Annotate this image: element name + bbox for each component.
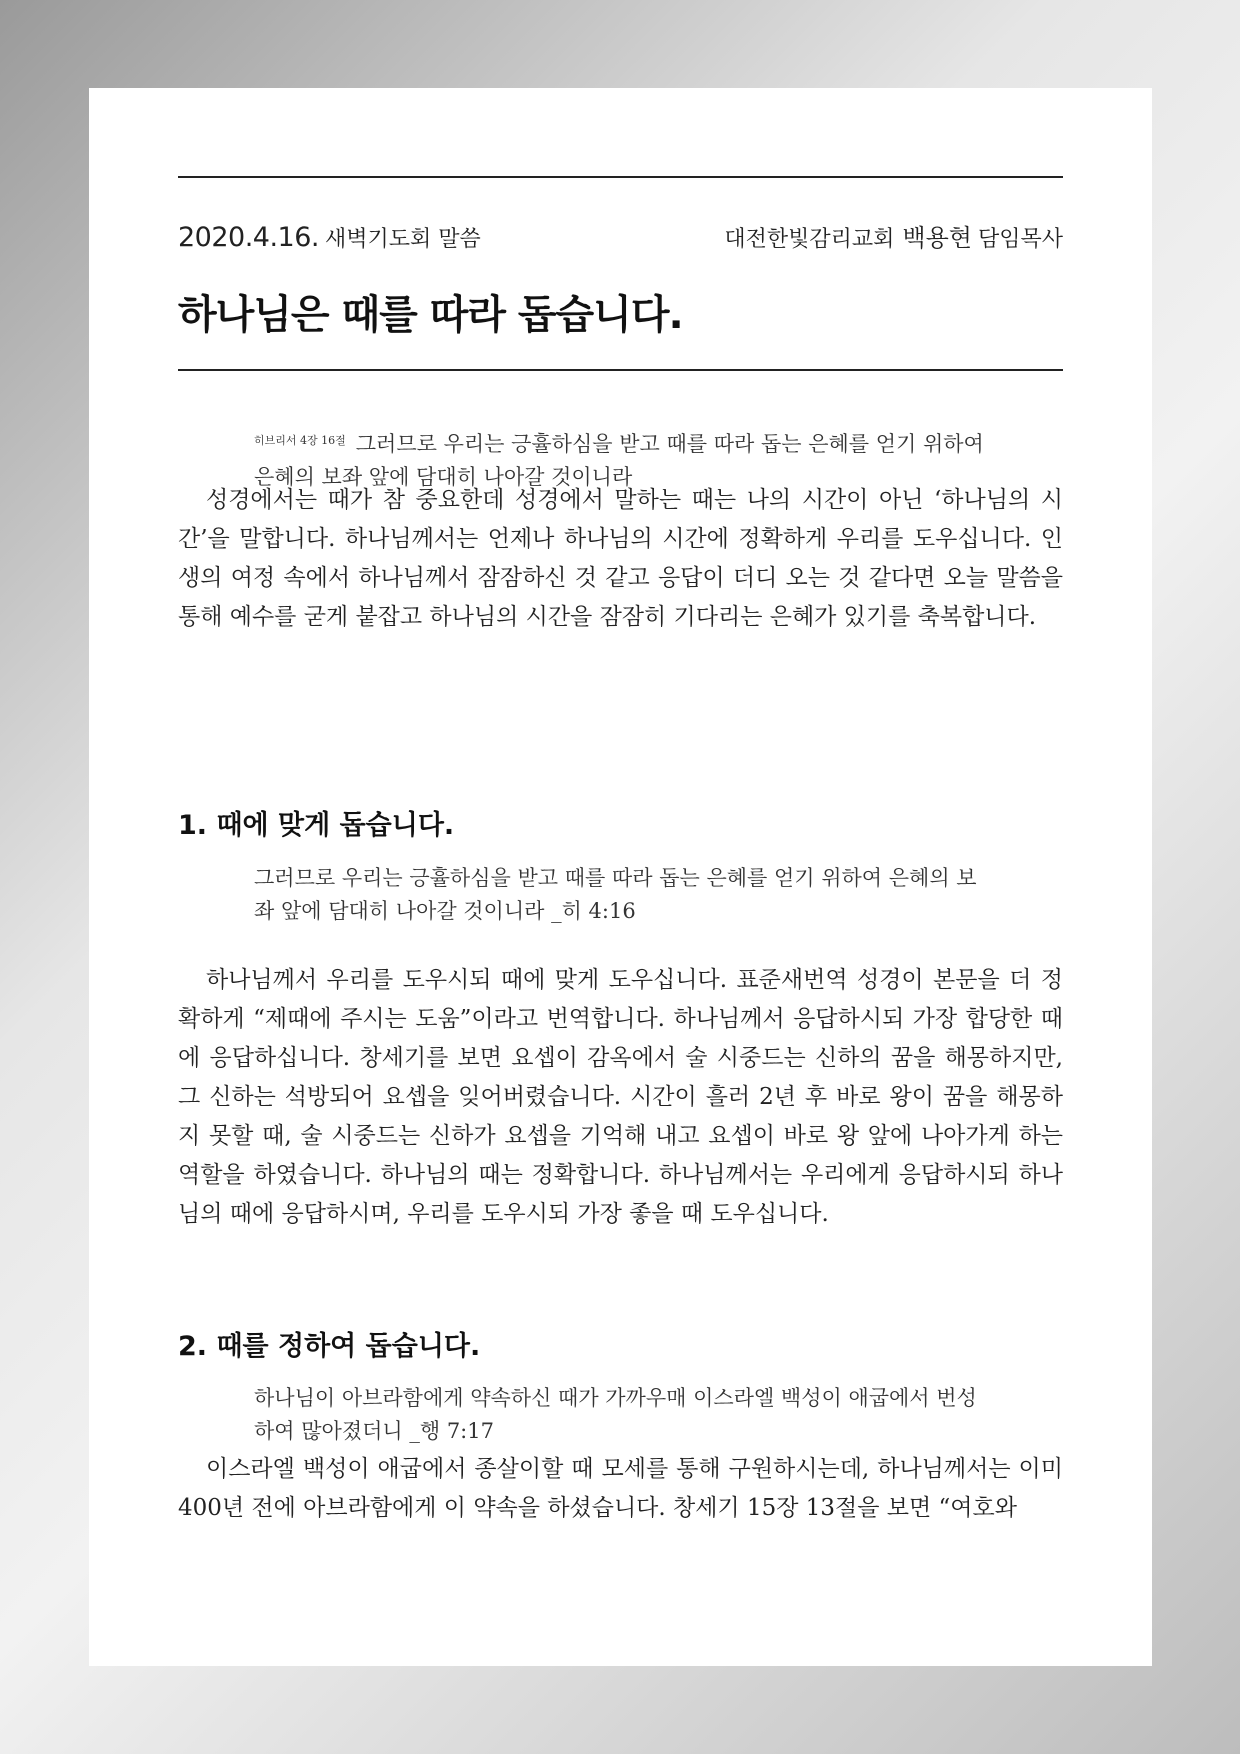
sermon-header <box>178 218 1063 253</box>
church-name: 대전한빛감리교회 <box>724 227 895 252</box>
service-name: 새벽기도회 말씀 <box>325 227 481 252</box>
section-2-verse: 하나님이 아브라함에게 약속하신 때가 가까우매 이스라엘 백성이 애굽에서 번성하여 많아졌더니 _행 7:17 <box>254 1386 977 1443</box>
section-1-body: 하나님께서 우리를 도우시되 때에 맞게 도우십니다. 표준새번역 성경이 본문을 더 정확하게 “제때에 주시는 도움”이라고 번역합니다. 하나님께서 응답하시되 가장 합당한 때에 응답하십니다. 창세기를 보면 요셉이 감옥에서 술 시중드는 신하의 꿈을 해몽하지만, 그 신하는 석방되어 요셉을 잊어버렸습니다. 시간이 흘러 2년 후 바로 왕이 꿈을 해몽하지 못할 때, 술 시중드는 신하가 요셉을 기억해 내고 요셉이 바로 왕 앞에 나아가게 하는 역할을 하였습니다. 하나님의 때는 정확합니다. 하나님께서는 우리에게 응답하시되 하나님의 때에 응답하시며, 우리를 도우시되 가장 좋을 때 도우십니다. <box>178 967 1063 1227</box>
section-1-heading: 1. 때에 맞게 돕습니다. <box>178 810 455 841</box>
sermon-title: 하나님은 때를 따라 돕습니다. <box>178 292 683 338</box>
section-2-body: 이스라엘 백성이 애굽에서 종살이할 때 모세를 통해 구원하시는데, 하나님께서는 이미 400년 전에 아브라함에게 이 약속을 하셨습니다. 창세기 15장 13절을 보면 “여호와 <box>178 1456 1063 1521</box>
sermon-date: 2020.4.16. <box>178 222 319 253</box>
pastor-name: 백용현 <box>902 224 972 252</box>
bottom-divider <box>178 369 1063 371</box>
sermon-date-line <box>178 222 481 253</box>
preacher-line <box>724 218 1063 253</box>
top-divider <box>178 176 1063 178</box>
section-1-verse: 그러므로 우리는 긍휼하심을 받고 때를 따라 돕는 은혜를 얻기 위하여 은혜의 보좌 앞에 담대히 나아갈 것이니라 _히 4:16 <box>254 866 977 923</box>
pastor-role: 담임목사 <box>977 227 1063 252</box>
intro-paragraph: 성경에서는 때가 참 중요한데 성경에서 말하는 때는 나의 시간이 아닌 ‘하나님의 시간’을 말합니다. 하나님께서는 언제나 하나님의 시간에 정확하게 우리를 도우십니다. 인생의 여정 속에서 하나님께서 잠잠하신 것 같고 응답이 더디 오는 것 같다면 오늘 말씀을 통해 예수를 굳게 붙잡고 하나님의 시간을 잠잠히 기다리는 은혜가 있기를 축복합니다. <box>178 487 1063 630</box>
document-page <box>89 88 1152 1666</box>
key-verse-reference: 히브리서 4장 16절 <box>254 434 346 447</box>
key-verse-text: 그러므로 우리는 긍휼하심을 받고 때를 따라 돕는 은혜를 얻기 위하여 은혜의 보좌 앞에 담대히 나아갈 것이니라 <box>254 432 984 489</box>
section-2-heading: 2. 때를 정하여 돕습니다. <box>178 1331 481 1362</box>
